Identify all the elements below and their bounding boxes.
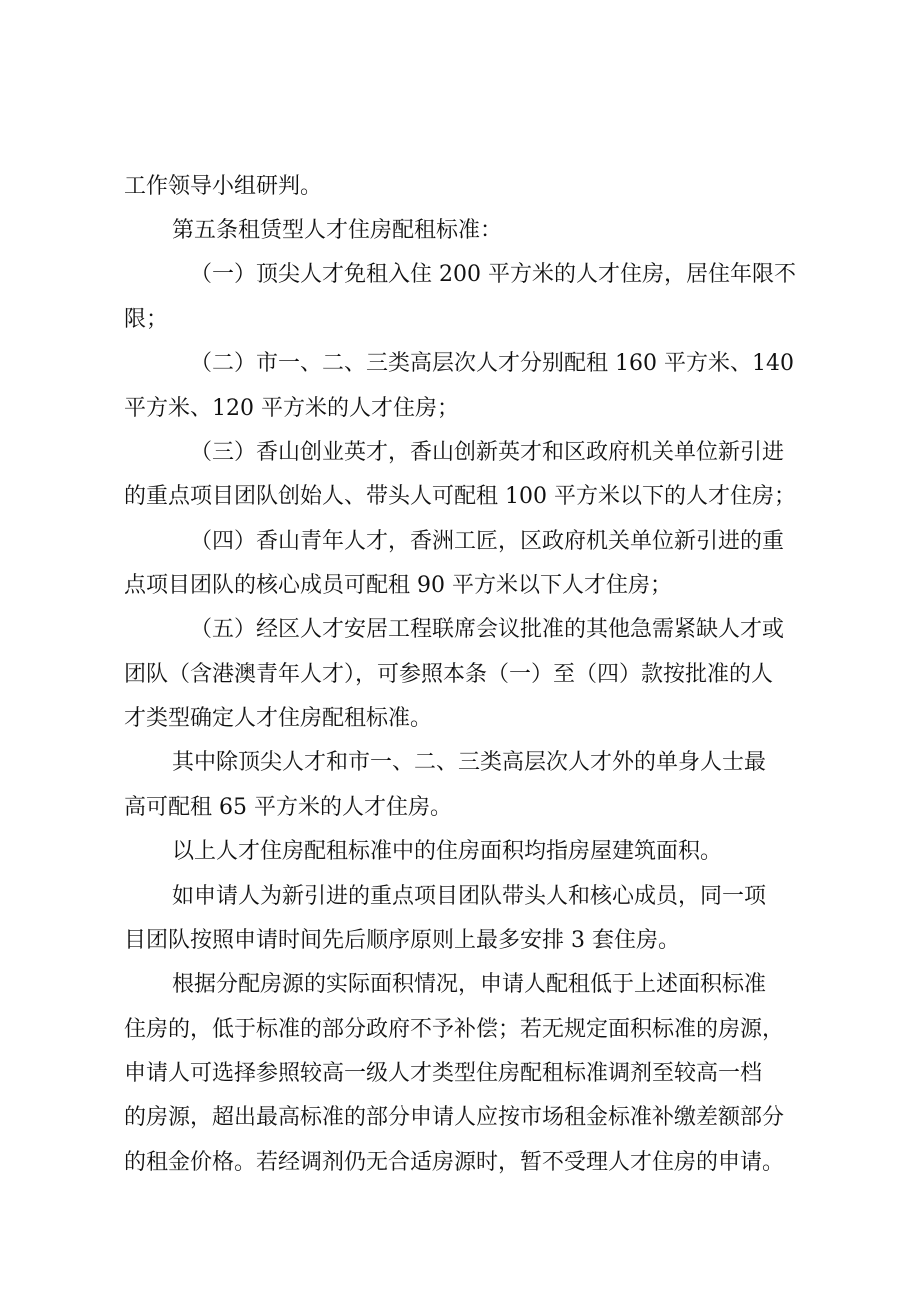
- text-line: 高可配租 65 平方米的人才住房。: [124, 795, 452, 820]
- text-line: 根据分配房源的实际面积情况，申请人配租低于上述面积标准: [172, 972, 767, 997]
- text-line: 的租金价格。若经调剂仍无合适房源时，暂不受理人才住房的申请。: [124, 1150, 785, 1175]
- text-line: 平方米、120 平方米的人才住房；: [124, 396, 459, 421]
- text-line: 的重点项目团队创始人、带头人可配租 100 平方米以下的人才住房；: [124, 484, 796, 509]
- text-line: 才类型确定人才住房配租标准。: [124, 706, 433, 731]
- text-line: 目团队按照申请时间先后顺序原则上最多安排 3 套住房。: [124, 928, 680, 953]
- text-line: 工作领导小组研判。: [124, 174, 323, 199]
- text-line: 限；: [124, 307, 169, 332]
- text-line: （一）顶尖人才免租入住 200 平方米的人才住房，居住年限不: [190, 262, 796, 287]
- text-line: 住房的，低于标准的部分政府不予补偿；若无规定面积标准的房源，: [124, 1017, 785, 1042]
- text-line: 点项目团队的核心成员可配租 90 平方米以下人才住房；: [124, 573, 672, 598]
- text-line: 团队（含港澳青年人才），可参照本条（一）至（四）款按批准的人: [124, 662, 774, 687]
- text-line: （三）香山创业英才，香山创新英才和区政府机关单位新引进: [190, 440, 785, 465]
- text-line: （二）市一、二、三类高层次人才分别配租 160 平方米、140: [190, 351, 794, 376]
- text-line: 其中除顶尖人才和市一、二、三类高层次人才外的单身人士最: [172, 750, 767, 775]
- text-line: 申请人可选择参照较高一级人才类型住房配租标准调剂至较高一档: [124, 1061, 763, 1086]
- text-line: 以上人才住房配租标准中的住房面积均指房屋建筑面积。: [172, 839, 723, 864]
- text-line: （四）香山青年人才，香洲工匠，区政府机关单位新引进的重: [190, 529, 785, 554]
- text-line: 如申请人为新引进的重点项目团队带头人和核心成员，同一项: [172, 884, 767, 909]
- text-line: （五）经区人才安居工程联席会议批准的其他急需紧缺人才或: [190, 617, 785, 642]
- text-line: 第五条租赁型人才住房配租标准：: [172, 218, 503, 243]
- text-line: 的房源，超出最高标准的部分申请人应按市场租金标准补缴差额部分: [124, 1105, 785, 1130]
